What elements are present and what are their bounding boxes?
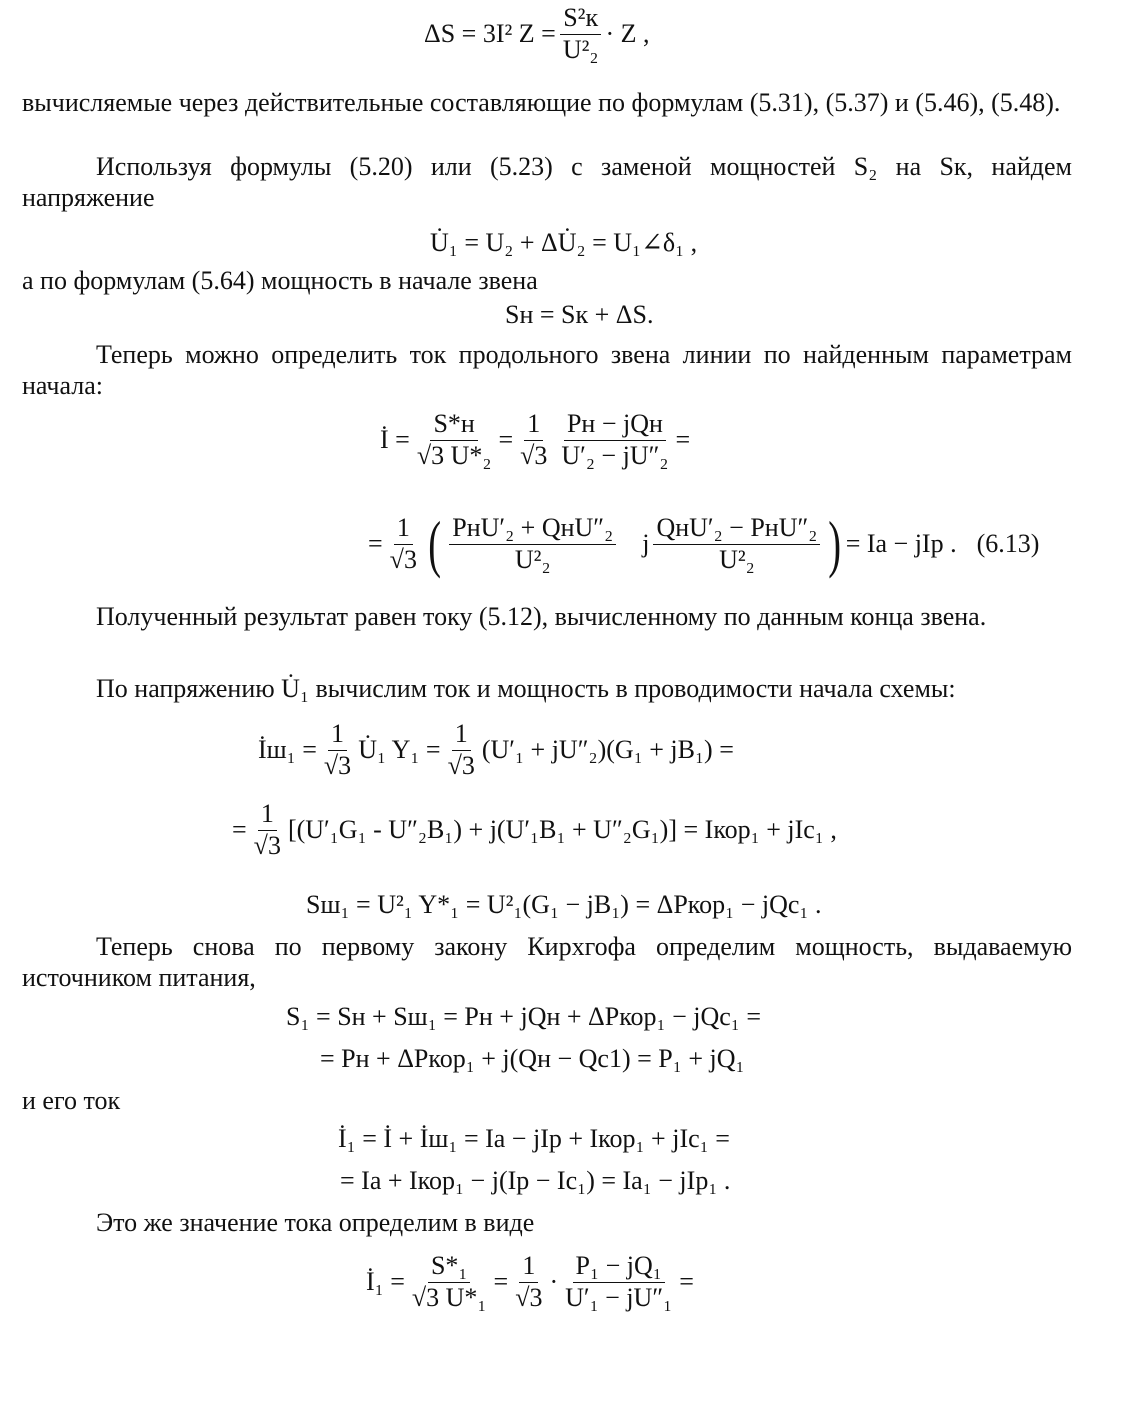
fraction: $\frac{\text{Pн − jQн}}{\text{U′₂ − jU″₂}}$	[561, 409, 669, 470]
paragraph-8: и его ток	[22, 1086, 121, 1115]
equation-shunt-power: Sш₁ = U²₁ Y*₁ = U²₁(G₁ − jB₁) = ΔPкор₁ − jQс₁ .	[306, 890, 822, 919]
right-paren: )	[828, 508, 842, 579]
fraction: $\frac{S*н}{\text{√3 U*₂}}$	[416, 409, 492, 470]
paragraph-2: Используя формулы (5.20) или (5.23) с заменой мощностей S₂ на Sк, найдем напряжение	[22, 152, 1072, 212]
fraction: $\frac{1}{√3}$	[447, 719, 475, 780]
paragraph-5: Полученный результат равен току (5.12), вычисленному по данным конца звена.	[96, 602, 987, 631]
left-paren: (	[428, 508, 442, 579]
paragraph-7: Теперь снова по первому закону Кирхгофа определим мощность, выдаваемую источником питания,	[22, 932, 1072, 992]
fraction: $\frac{\text{S*₁}}{\text{√3 U*₁}}$	[411, 1251, 487, 1312]
fraction: $\frac{1}{√3}$	[389, 512, 417, 574]
fraction: $\frac{\text{S²к}}{\text{U²₂}}$	[560, 4, 602, 64]
equation-6-13: = $\frac{1}{√3}$ ( $\frac{\text{PнU′₂ + QнU″₂}}{\text{U²₂}}$ j $\frac{\text{QнU′₂ − PнU″₂}}{\text{U²₂}}$ ) = Iа − jIр . (6.13)	[368, 508, 1040, 579]
paragraph-1: вычисляемые через действительные составляющие по формулам (5.31), (5.37) и (5.46), (5.48).	[22, 88, 1061, 117]
equation-source-current-3: İ₁ = $\frac{\text{S*₁}}{\text{√3 U*₁}}$ = $\frac{1}{√3}$ · $\frac{\text{P₁ − jQ₁}}{\text{U′₁ − jU″₁}}$ =	[366, 1251, 694, 1312]
equation-number: (6.13)	[976, 528, 1040, 558]
equation-shunt-current-1: İш₁ = $\frac{1}{√3}$ U̇₁ Y₁ = $\frac{1}{√3}$ (U′₁ + jU″₂)(G₁ + jB₁) =	[258, 719, 734, 780]
equation-source-current-2: = Iа + Iкор₁ − j(Iр − Iс₁) = Iа₁ − jIр₁ .	[340, 1166, 731, 1195]
fraction: $\frac{1}{√3}$	[515, 1251, 543, 1312]
eq-rhs: · Z ,	[605, 18, 650, 48]
equation-source-power-2: = Pн + ΔPкор₁ + j(Qн − Qс1) = P₁ + jQ₁	[320, 1044, 745, 1073]
fraction: $\frac{1}{√3}$	[253, 799, 281, 860]
equation-sn: Sн = Sк + ΔS.	[505, 300, 654, 329]
paragraph-6: По напряжению U̇₁ вычислим ток и мощность в проводимости начала схемы:	[96, 674, 956, 703]
paragraph-4: Теперь можно определить ток продольного звена линии по найденным параметрам начала:	[22, 340, 1072, 400]
fraction: $\frac{\text{PнU′₂ + QнU″₂}}{\text{U²₂}}$	[449, 514, 616, 574]
equation-current: İ = $\frac{S*н}{\text{√3 U*₂}}$ = $\frac{1}{√3}$ $\frac{\text{Pн − jQн}}{\text{U′₂ − jU″₂}}$ =	[380, 409, 691, 470]
equation-source-current-1: İ₁ = İ + İш₁ = Iа − jIр + Iкор₁ + jIс₁ =	[338, 1124, 730, 1153]
fraction: $\frac{\text{P₁ − jQ₁}}{\text{U′₁ − jU″₁}}$	[565, 1251, 673, 1312]
paragraph-9: Это же значение тока определим в виде	[96, 1208, 535, 1237]
paragraph-3: а по формулам (5.64) мощность в начале звена	[22, 266, 538, 295]
fraction: $\frac{1}{√3}$	[520, 409, 548, 470]
equation-shunt-current-2: = $\frac{1}{√3}$ [(U′₁G₁ - U″₂B₁) + j(U′₁B₁ + U″₂G₁)] = Iкор₁ + jIс₁ ,	[232, 799, 837, 860]
equation-u1: U̇₁ = U₂ + ΔU̇₂ = U₁∠δ₁ ,	[430, 228, 698, 257]
fraction: $\frac{\text{QнU′₂ − PнU″₂}}{\text{U²₂}}$	[653, 514, 820, 574]
equation-source-power-1: S₁ = Sн + Sш₁ = Pн + jQн + ΔPкор₁ − jQс₁ =	[286, 1002, 762, 1031]
eq-lhs: ΔS = 3I² Z =	[424, 18, 556, 48]
fraction: $\frac{1}{√3}$	[323, 719, 352, 780]
equation-power-loss	[424, 4, 650, 64]
